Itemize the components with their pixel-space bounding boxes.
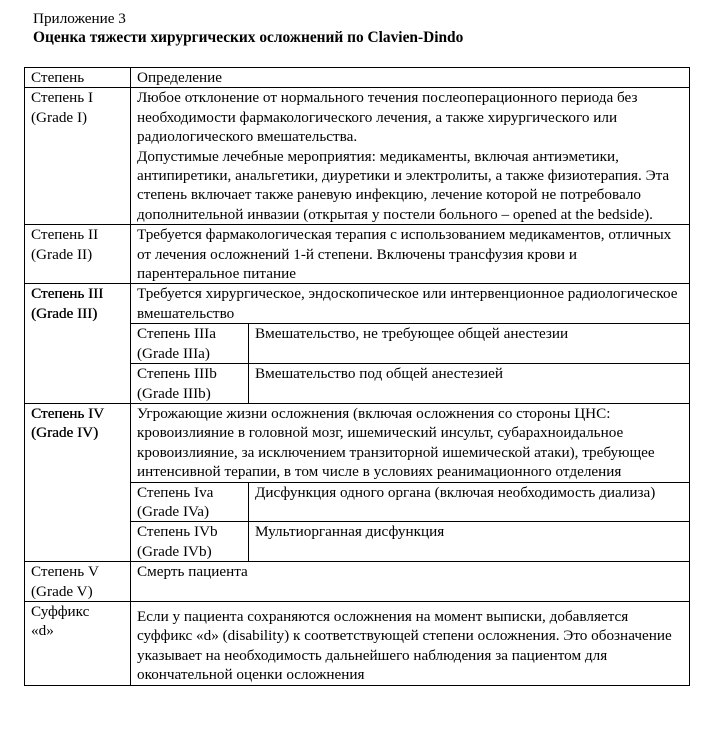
grade-4-name: Степень IV	[31, 404, 105, 422]
grade-1-name: Степень I	[31, 89, 94, 107]
grade-4b-code: (Grade IVb)	[137, 542, 212, 560]
grade-1-code: (Grade I)	[31, 108, 88, 126]
clavien-dindo-table	[24, 67, 690, 686]
suffix-definition: Если у пациента сохраняются осложнения на момент выписки, добавляется суффикс «d» (disability) к соответствующей степени осложнения. Это обозначение указывает на необходимость дальнейшего наблюдения за пациентом для окончательной оценки осложнения	[131, 601, 690, 685]
grade-5-definition: Смерть пациента	[131, 562, 690, 602]
grade-4a-name: Степень Iva	[137, 483, 214, 501]
grade-1-definition	[131, 88, 690, 225]
grade-4b-name: Степень IVb	[137, 523, 218, 541]
grade-3a-definition: Вмешательство, не требующее общей анестезии	[249, 324, 690, 364]
header-grade: Степень	[25, 68, 131, 88]
grade-3a-code: (Grade IIIa)	[137, 344, 210, 362]
grade-1-cell	[25, 88, 131, 225]
suffix-cell	[25, 601, 131, 685]
grade-5-cell	[25, 562, 131, 602]
header-definition: Определение	[131, 68, 690, 88]
grade-3b-definition: Вмешательство под общей анестезией	[249, 364, 690, 404]
grade-3-code: (Grade III)	[31, 304, 98, 322]
grade-4-cell	[25, 403, 131, 561]
grade-4-definition: Угрожающие жизни осложнения (включая осложнения со стороны ЦНС: кровоизлияние в головной мозг, ишемический инсульт, субарахноидальное кровоизлияние, за исключением транзиторной ишемической атаки), требующее интенсивной терапии, в том числе в условиях реанимационного отделения	[131, 403, 690, 482]
document-title: Оценка тяжести хирургических осложнений по Clavien-Dindo	[33, 29, 464, 46]
suffix-code: «d»	[31, 622, 54, 640]
table-row-suffix	[25, 601, 690, 685]
grade-4-code: (Grade IV)	[31, 424, 99, 442]
grade-3a-cell	[131, 324, 249, 364]
appendix-label: Приложение 3	[33, 10, 126, 27]
grade-3b-code: (Grade IIIb)	[137, 384, 211, 402]
grade-1-definition-part1: Любое отклонение от нормального течения послеоперационного периода без необходимости фармакологического лечения, а также хирургического или радиологического вмешательства.	[137, 89, 638, 146]
grade-5-name: Степень V	[31, 563, 99, 581]
suffix-name: Суффикс	[31, 602, 90, 620]
grade-3b-name: Степень IIIb	[137, 365, 217, 383]
table-row-grade-1	[25, 88, 690, 225]
table-row-grade-2	[25, 225, 690, 284]
table-row-grade-3	[25, 284, 690, 324]
grade-2-definition: Требуется фармакологическая терапия с использованием медикаментов, отличных от лечения осложнений 1-й степени. Включены трансфузия крови и парентеральное питание	[131, 225, 690, 284]
grade-4b-definition: Мультиорганная дисфункция	[249, 522, 690, 562]
grade-2-name: Степень II	[31, 226, 99, 244]
grade-3a-name: Степень IIIa	[137, 325, 216, 343]
grade-1-definition-part2: Допустимые лечебные мероприятия: медикаменты, включая антиэметики, антипиретики, анальгетики, диуретики и электролиты, а также физиотерапия. Эта степень включает также раневую инфекцию, лечение которой не потребовало дополнительной инвазии (открытая у постели больного – opened at the bedside).	[137, 147, 670, 223]
grade-4a-code: (Grade IVa)	[137, 502, 210, 520]
table-header-row	[25, 68, 690, 88]
table-row-grade-5	[25, 562, 690, 602]
grade-3-definition: Требуется хирургическое, эндоскопическое или интервенционное радиологическое вмешательство	[131, 284, 690, 324]
grade-3-name: Степень III	[31, 285, 104, 303]
table-row-grade-4	[25, 403, 690, 482]
grade-4a-cell	[131, 482, 249, 522]
grade-4a-definition: Дисфункция одного органа (включая необходимость диализа)	[249, 482, 690, 522]
grade-2-cell	[25, 225, 131, 284]
grade-3-cell	[25, 284, 131, 403]
grade-2-code: (Grade II)	[31, 245, 93, 263]
grade-4b-cell	[131, 522, 249, 562]
grade-5-code: (Grade V)	[31, 582, 93, 600]
grade-3b-cell	[131, 364, 249, 404]
